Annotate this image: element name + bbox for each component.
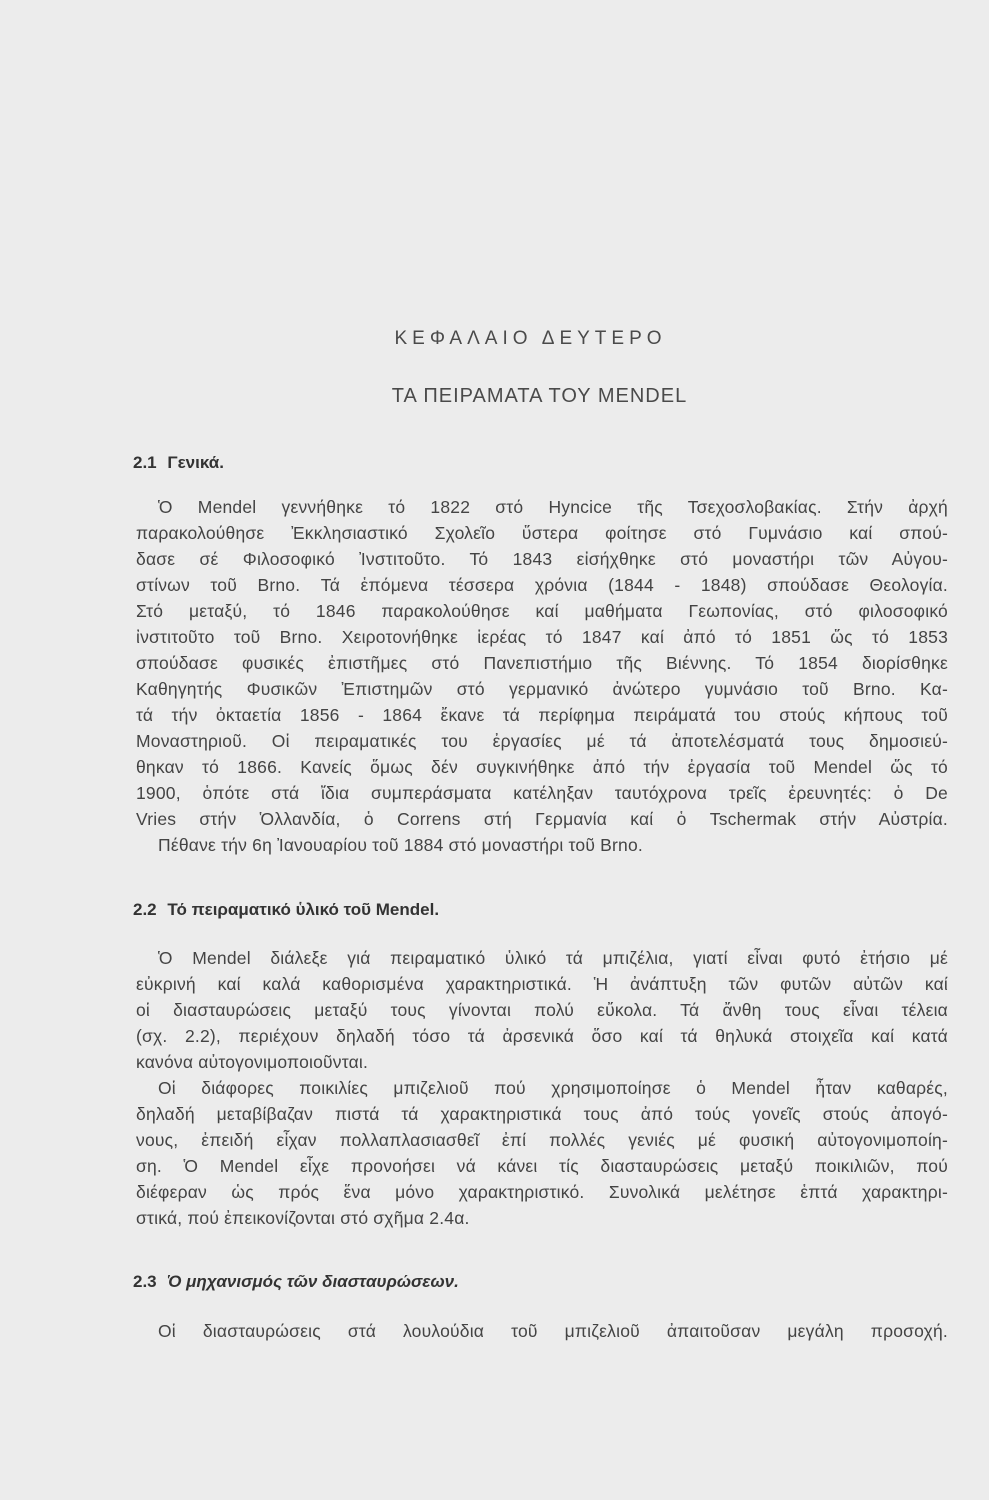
paragraph-line: Πέθανε τήν 6η Ἰανουαρίου τοῦ 1884 στό μοναστήρι τοῦ Brno. (158, 835, 643, 855)
paragraph-line: Στό μεταξύ, τό 1846 παρακολούθησε καί μαθήματα Γεωπονίας, στό φιλοσοφικό (136, 601, 948, 621)
paragraph-line: Οἱ διάφορες ποικιλίες μπιζελιοῦ πού χρησιμοποίησε ὁ Mendel ἦταν καθαρές, (158, 1078, 948, 1098)
paragraph-line: θηκαν τό 1866. Κανείς ὅμως δέν συγκινήθηκε ἀπό τήν ἐργασία τοῦ Mendel ὥς τό (136, 757, 948, 777)
paragraph-line: ση. Ὁ Mendel εἶχε προνοήσει νά κάνει τίς διασταυρώσεις μεταξύ ποικιλιῶν, πού (136, 1156, 948, 1176)
paragraph-line: στικά, πού ἐπεικονίζονται στό σχῆμα 2.4α. (136, 1208, 470, 1228)
paragraph-line: εὐκρινή καί καλά καθορισμένα χαρακτηριστικά. Ἡ ἀνάπτυξη τῶν φυτῶν αὐτῶν καί (136, 974, 948, 994)
paragraph-line: Οἱ διασταυρώσεις στά λουλούδια τοῦ μπιζελιοῦ ἀπαιτοῦσαν μεγάλη προσοχή. (158, 1321, 948, 1341)
chapter-label: ΚΕΦΑΛΑΙΟ ΔΕΥΤΕΡΟ (394, 328, 667, 349)
section-heading-2-1 (133, 453, 224, 473)
paragraph-line: διέφεραν ὡς πρός ἕνα μόνο χαρακτηριστικό. Συνολικά μελέτησε ἑπτά χαρακτηρι- (136, 1182, 948, 1202)
paragraph-line: ἰνστιτοῦτο τοῦ Brno. Χειροτονήθηκε ἱερέας τό 1847 καί ἀπό τό 1851 ὥς τό 1853 (136, 627, 948, 647)
section-title: Γενικά. (167, 453, 224, 472)
paragraph-line: σπούδασε φυσικές ἐπιστῆμες στό Πανεπιστήμιο τῆς Βιέννης. Τό 1854 διορίσθηκε (136, 653, 948, 673)
paragraph-line: Ὁ Mendel γεννήθηκε τό 1822 στό Hyncice τῆς Τσεχοσλοβακίας. Στήν ἀρχή (158, 497, 948, 517)
paragraph-line: κανόνα αὐτογονιμοποιοῦνται. (136, 1052, 369, 1072)
paragraph-line: Καθηγητής Φυσικῶν Ἐπιστημῶν στό γερμανικό ἀνώτερο γυμνάσιο τοῦ Brno. Κα- (136, 679, 948, 699)
paragraph-line: Vries στήν Ὁλλανδία, ὁ Correns στή Γερμανία καί ὁ Tschermak στήν Αὐστρία. (136, 809, 948, 829)
section-title: Τό πειραματικό ὑλικό τοῦ Mendel. (167, 900, 440, 919)
section-heading-2-2 (133, 900, 439, 920)
paragraph-line: παρακολούθησε Ἐκκλησιαστικό Σχολεῖο ὕστερα φοίτησε στό Γυμνάσιο καί σπού- (136, 523, 948, 543)
section-number: 2.3 (133, 1272, 157, 1291)
paragraph-line: νους, ἐπειδή εἶχαν πολλαπλασιασθεῖ ἐπί πολλές γενιές μέ φυσική αὐτογονιμοποίη- (136, 1130, 948, 1150)
paragraph-line: Μοναστηριοῦ. Οἱ πειραματικές του ἐργασίες μέ τά ἀποτελέσματά τους δημοσιεύ- (136, 731, 948, 751)
paragraph-line: στίνων τοῦ Brno. Τά ἑπόμενα τέσσερα χρόνια (1844 - 1848) σπούδασε Θεολογία. (136, 575, 948, 595)
section-heading-2-3 (133, 1272, 459, 1292)
paragraph-line: οἱ διασταυρώσεις μεταξύ τους γίνονται πολύ εὔκολα. Τά ἄνθη τους εἶναι τέλεια (136, 1000, 948, 1020)
section-number: 2.2 (133, 900, 157, 919)
section-title: Ὁ μηχανισμός τῶν διασταυρώσεων. (167, 1272, 459, 1291)
paragraph-line: (σχ. 2.2), περιέχουν δηλαδή τόσο τά ἀρσενικά ὅσο καί τά θηλυκά στοιχεῖα καί κατά (136, 1026, 948, 1046)
chapter-title: ΤΑ ΠΕΙΡΑΜΑΤΑ ΤΟΥ MENDEL (391, 385, 688, 407)
section-number: 2.1 (133, 453, 157, 472)
paragraph-line: δηλαδή μεταβίβαζαν πιστά τά χαρακτηριστικά τους ἀπό τούς γονεῖς στούς ἀπογό- (136, 1104, 948, 1124)
paragraph-line: δασε σέ Φιλοσοφικό Ἰνστιτοῦτο. Τό 1843 εἰσήχθηκε στό μοναστήρι τῶν Αὐγου- (136, 549, 948, 569)
paragraph-line: Ὁ Mendel διάλεξε γιά πειραματικό ὑλικό τά μπιζέλια, γιατί εἶναι φυτό ἐτήσιο μέ (158, 948, 948, 968)
paragraph-line: τά τήν ὀκταετία 1856 - 1864 ἔκανε τά περίφημα πειράματά του στούς κήπους τοῦ (136, 705, 948, 725)
paragraph-line: 1900, ὁπότε στά ἴδια συμπεράσματα κατέληξαν ταυτόχρονα τρεῖς ἐρευνητές: ὁ De (136, 783, 948, 803)
